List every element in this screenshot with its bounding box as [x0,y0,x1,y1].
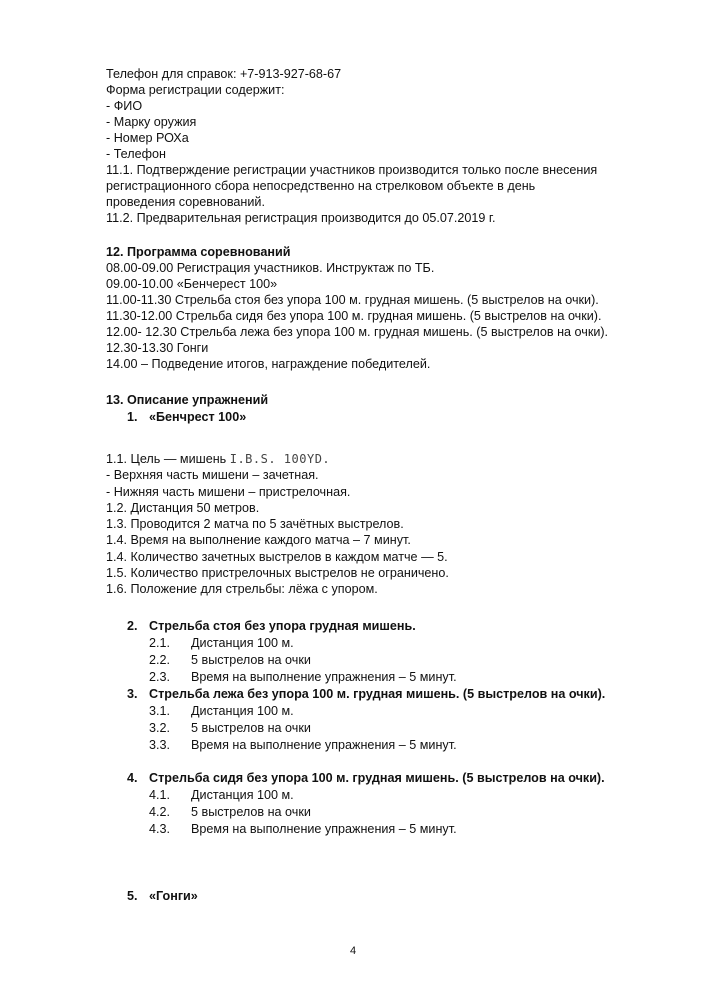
subitem-number: 2.3. [149,670,171,684]
target-prefix: 1.1. Цель — мишень [106,452,230,466]
phone-line: Телефон для справок: +7-913-927-68-67 [106,67,342,81]
exercise-1-line: - Верхняя часть мишени – зачетная. [106,468,319,482]
program-item: 09.00-10.00 «Бенчерест 100» [106,277,278,291]
program-item: 11.00-11.30 Стрельба стоя без упора 100 м. грудная мишень. (5 выстрелов на очки). [106,293,599,307]
exercise-1-line: 1.5. Количество пристрелочных выстрелов не ограничено. [106,566,449,580]
subitem-text: 5 выстрелов на очки [191,805,311,819]
subitem-text: 5 выстрелов на очки [191,721,311,735]
exercise-4-number: 4. [127,771,138,785]
exercise-2-title: Стрельба стоя без упора грудная мишень. [149,619,416,633]
subitem-text: Дистанция 100 м. [191,636,294,650]
exercise-1-line: 1.2. Дистанция 50 метров. [106,501,260,515]
exercise-4-title: Стрельба сидя без упора 100 м. грудная мишень. (5 выстрелов на очки). [149,771,605,785]
exercise-1-title: «Бенчрест 100» [149,410,247,424]
subitem-number: 3.1. [149,704,171,718]
form-item: - ФИО [106,99,143,113]
exercise-5-title: «Гонги» [149,889,198,903]
exercises-heading: 13. Описание упражнений [106,393,269,407]
subitem-text: Время на выполнение упражнения – 5 минут. [191,822,457,836]
program-item: 12.00- 12.30 Стрельба лежа без упора 100 м. грудная мишень. (5 выстрелов на очки). [106,325,609,339]
program-heading: 12. Программа соревнований [106,245,291,259]
paragraph-11-1: 11.1. Подтверждение регистрации участников производится только после внесения [106,163,598,177]
subitem-number: 2.1. [149,636,171,650]
exercise-2-number: 2. [127,619,138,633]
subitem-number: 4.2. [149,805,171,819]
subitem-text: Дистанция 100 м. [191,788,294,802]
subitem-text: Время на выполнение упражнения – 5 минут. [191,670,457,684]
program-item: 08.00-09.00 Регистрация участников. Инструктаж по ТБ. [106,261,435,275]
exercise-3-number: 3. [127,687,138,701]
exercise-1-line: 1.3. Проводится 2 матча по 5 зачётных выстрелов. [106,517,404,531]
form-item: - Номер РОХа [106,131,189,145]
exercise-1-line: 1.4. Время на выполнение каждого матча – 7 минут. [106,533,411,547]
subitem-number: 3.3. [149,738,171,752]
subitem-number: 2.2. [149,653,171,667]
program-item: 12.30-13.30 Гонги [106,341,209,355]
exercise-1-line: 1.6. Положение для стрельбы: лёжа с упором. [106,582,378,596]
subitem-number: 4.3. [149,822,171,836]
paragraph-11-1-cont: проведения соревнований. [106,195,265,209]
form-title: Форма регистрации содержит: [106,83,285,97]
program-item: 11.30-12.00 Стрельба сидя без упора 100 м. грудная мишень. (5 выстрелов на очки). [106,309,602,323]
target-name: I.B.S. 100YD. [229,452,331,466]
subitem-number: 3.2. [149,721,171,735]
exercise-1-line: 1.4. Количество зачетных выстрелов в каждом матче — 5. [106,550,448,564]
exercise-3-title: Стрельба лежа без упора 100 м. грудная мишень. (5 выстрелов на очки). [149,687,606,701]
form-item: - Марку оружия [106,115,197,129]
exercise-1-line: - Нижняя часть мишени – пристрелочная. [106,485,351,499]
page-number: 4 [349,945,357,957]
subitem-text: Время на выполнение упражнения – 5 минут. [191,738,457,752]
paragraph-11-2: 11.2. Предварительная регистрация производится до 05.07.2019 г. [106,211,496,225]
form-item: - Телефон [106,147,166,161]
subitem-number: 4.1. [149,788,171,802]
program-item: 14.00 – Подведение итогов, награждение победителей. [106,357,431,371]
exercise-1-target [106,451,330,467]
subitem-text: Дистанция 100 м. [191,704,294,718]
subitem-text: 5 выстрелов на очки [191,653,311,667]
paragraph-11-1-cont: регистрационного сбора непосредственно на стрелковом объекте в день [106,179,536,193]
exercise-5-number: 5. [127,889,138,903]
exercise-1-number: 1. [127,410,138,424]
